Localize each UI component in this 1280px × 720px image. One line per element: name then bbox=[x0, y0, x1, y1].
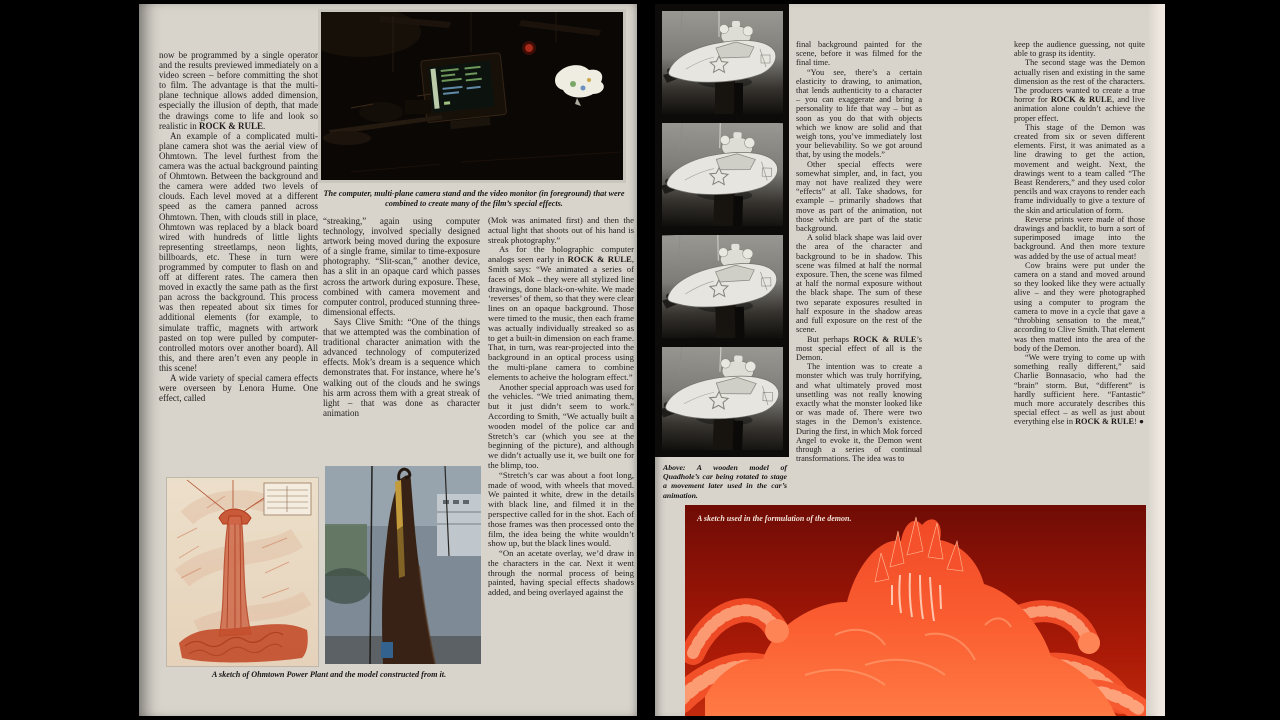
demon-caption: A sketch used in the formulation of the demon. bbox=[697, 514, 852, 523]
car-strip-caption: Above: A wooden model of Quadhole’s car being rotated to stage a movement later used in the car’s animation. bbox=[663, 463, 787, 500]
paragraph: final background painted for the scene, before it was filmed for the final time. bbox=[796, 40, 922, 68]
right-column-1 bbox=[796, 40, 922, 463]
paragraph: keep the audience guessing, not quite able to grasp its identity. bbox=[1014, 40, 1145, 59]
paragraph: “streaking,” again using computer technology, involved specially designed artwork being moved during the exposure of a single frame, similar to time-exposure photography. “Slit-scan,” another device, has a slit in an opaque card which passes across the artwork during exposure. These, combined with camera movement and computer control, produced stunning three-dimensional effects. bbox=[323, 216, 480, 317]
paragraph: Other special effects were somewhat simpler, and, in fact, you may not have realized they were “effects” at all. Take shadows, for example – primarily shadows that move as part of the animation, not those which are part of the static background. bbox=[796, 159, 922, 234]
car-model-frame-1 bbox=[662, 11, 783, 114]
paragraph: Reverse prints were made of those drawings and backlit, to burn a sort of superimposed image into the background. And then more texture was added by the use of actual meat! bbox=[1014, 214, 1145, 261]
paragraph: “We were trying to come up with something really different,” said Charlie Bonnasacio, who had the “brain” storm. But, “different” is hardly sufficient here. “Fantastic” much more accurately describes this special effect – as well as just about everything else in ROCK & RULE! ● bbox=[1014, 352, 1145, 427]
left-column-3 bbox=[488, 216, 634, 598]
car-model-photo-strip bbox=[655, 4, 789, 457]
paragraph: “Stretch’s car was about a foot long, made of wood, with wheels that moved. We painted it white, drew in the details with black line, and filmed it in the perspective called for in the shot. Each of those frames was then processed onto the film, the idea being the white wouldn’t show up, but the black lines would. bbox=[488, 469, 634, 549]
paragraph: now be programmed by a single operator and the results previewed immediately on a video screen – before committing the shot to film. The advantage is that the multi-plane technique allows added dimension, especially the illusion of depth, that made the drawings come to life and look so realistic in ROCK & RULE. bbox=[159, 50, 318, 131]
paragraph: “You see, there’s a certain elasticity to drawing, to animation, that lends authenticity to a character – you can exaggerate and bring a personality to life that way – but as soon as you do that with objects which we know are solid and that weigh tons, you’ve immediately lost your believability. So we got around that, by using the models.” bbox=[796, 67, 922, 160]
paragraph: The intention was to create a monster which was truly horrifying, and what ultimately proved most unsettling was not really knowing exactly what the monster looked like or was made of. There were two stages in the Demon’s existence. During the first, in which Mok forced Angel to evoke it, the Demon went through a series of continual transformations. The idea was to bbox=[796, 362, 922, 464]
left-page bbox=[139, 4, 637, 716]
page-edge bbox=[1148, 4, 1165, 716]
paragraph: A solid black shape was laid over the area of the character and background to be in shadow. This scene was filmed at half the normal exposure. Then, the scene was filmed at half the normal exposure without the black shape. The sum of these two separate exposures resulted in half exposure in the shadow areas and full exposure on the rest of the scene. bbox=[796, 233, 922, 335]
paragraph: Cow brains were put under the camera on a stand and moved around so they looked like they were actually alive – and they were photographed using a computer to program the camera to move in a cycle that gave a “throbbing sensation to the meat,” according to Clive Smith. That element was then matted into the area of the body of the Demon. bbox=[1014, 260, 1145, 353]
paragraph: (Mok was animated first) and then the actual light that shoots out of his hand is streak photography.” bbox=[488, 215, 634, 245]
car-model-frame-4 bbox=[662, 347, 783, 450]
left-column-2 bbox=[323, 216, 480, 418]
paragraph: “On an acetate overlay, we’d draw in the characters in the car. Next it went through the normal process of being painted, having special effects shadows added, and being overlayed against the bbox=[488, 548, 634, 598]
right-column-2 bbox=[1014, 40, 1145, 427]
camera-photo-caption: The computer, multi-plane camera stand and the video monitor (in foreground) that were combined to create many of the film’s special effects. bbox=[323, 189, 625, 208]
paragraph: Another special approach was used for the vehicles. “We tried animating them, but it just didn’t seem to work.” According to Smith, “We actually built a wooden model of the police car and Stretch’s car (which you see at the beginning of the picture), and although we didn’t actually use it, we built one for the blimp, too. bbox=[488, 381, 634, 470]
paragraph: An example of a complicated multi-plane camera shot was the aerial view of Ohmtown. The level furthest from the camera was the actual background painting of Ohmtown. Between the background and the camera were added two levels of clouds. Each level moved at a different speed as the camera panned across Ohmtown. Then, with clouds still in place, Ohmtown was replaced by a black board wired with hundreds of little lights representing streetlamps, neon lights, billboards, etc. These in turn were programmed by computer to flash on and off at different rates. The camera then moved in exactly the same path as the first pan across the background. This process was then repeated about six times for additional elements (for example, to simulate traffic, magnets with artwork pasted on top were pulled by computer-controlled motors over another board). All this, and there aren’t even any people in this scene! bbox=[159, 130, 318, 373]
car-model-frame-3 bbox=[662, 235, 783, 338]
paragraph: A wide variety of special camera effects were overseen by Lenora Hume. One effect, called bbox=[159, 373, 318, 404]
ohmtown-sketch-image bbox=[167, 478, 318, 666]
right-page bbox=[655, 4, 1165, 716]
paragraph: As for the holographic computer analogs seen early in ROCK & RULE, Smith says: “We animated a series of faces of Mok – they were all stylized line drawings, done black-on-white. We made ‘reverses’ of them, so that they were clear lines on an opaque background. Those were timed to the music, then each frame was actually individually streaked so as to get a built-in dimension on each frame. That, in turn, was rear-projected into the background in an optical process using the multi-plane camera to combine elements to acheive the hologram effect.” bbox=[488, 244, 634, 382]
sketch-model-caption: A sketch of Ohmtown Power Plant and the model constructed from it. bbox=[211, 670, 447, 679]
car-model-frame-2 bbox=[662, 123, 783, 226]
camera-setup-photo bbox=[318, 9, 626, 183]
paragraph: But perhaps ROCK & RULE’s most special effect of all is the Demon. bbox=[796, 334, 922, 362]
left-column-1 bbox=[159, 50, 318, 403]
ohmtown-model-photo bbox=[325, 466, 481, 664]
paragraph: This stage of the Demon was created from six or seven different elements. First, it was animated as a line drawing to get the action, movement and weight. Next, the drawings went to a team called “The Beast Renderers,” and they used color pencils and wax crayons to render each frame individually to give a texture of the skin and articulation of form. bbox=[1014, 122, 1145, 215]
paragraph: Says Clive Smith: “One of the things that we attempted was the combination of traditional character animation with the advanced technology of computerized effects. Mok’s dream is a sequence which demonstrates that. For instance, where he’s walking out of the clouds and he swings his arm across them with a great streak of light – that was done as character animation bbox=[323, 316, 480, 418]
demon-sketch-image bbox=[685, 505, 1146, 716]
paragraph: The second stage was the Demon actually risen and existing in the same dimension as the rest of the characters. The producers wanted to create a true horror for ROCK & RULE, and live animation alone couldn’t achieve the proper effect. bbox=[1014, 58, 1145, 123]
